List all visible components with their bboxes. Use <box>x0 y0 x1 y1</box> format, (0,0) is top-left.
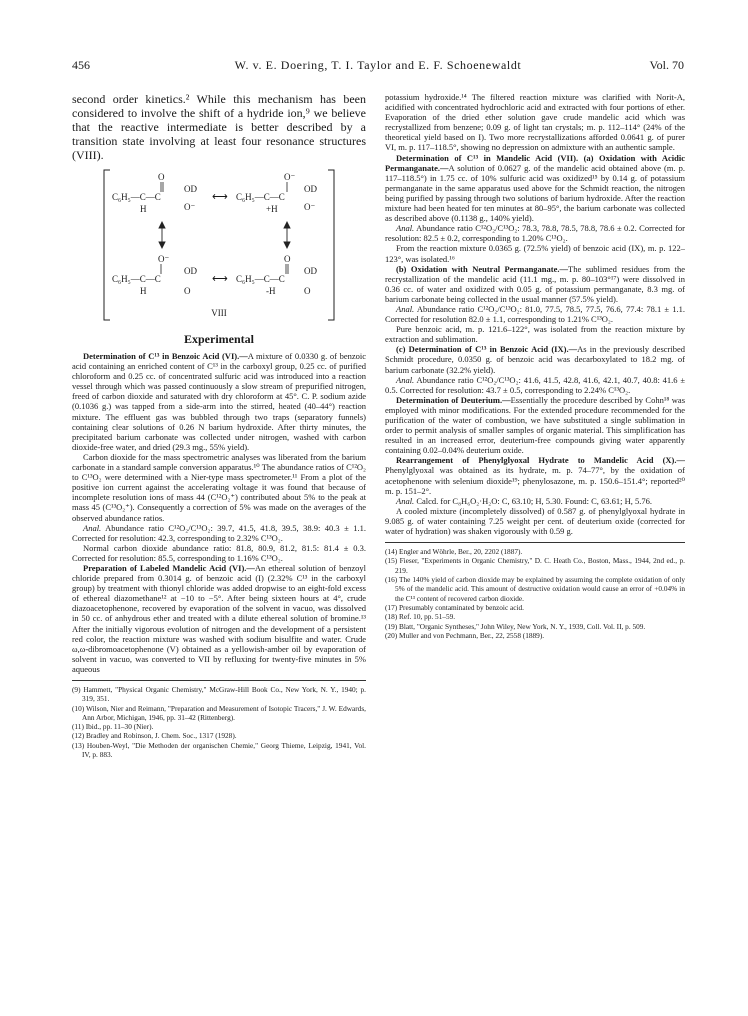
paragraph-text: A mixture of 0.0330 g. of benzoic acid containing an enriched content of C¹³ in the carboxyl group, 0.25 cc. of purified chloroform and 0.25 cc. of concentrated sulfuric acid was introduced into a reaction vessel through which was passed continuously a slow stream of prepurified nitrogen, freed of carbon dioxide and saturated with dry chloroform at 45°. C. P. sodium azide (0.1036 g.) was tapped from a side-arm into the stirred, heated (40–44°) reaction mixture. The effluent gas was bubbled through two traps (separatory funnels) containing clear solutions of 0.26 N barium hydroxide. After thirty minutes, the precipitated barium carbonate was collected under nitrogen, washed with carbon dioxide-free water, and dried (29.3 mg., 55% yield). <box>72 351 366 452</box>
footnote: (20) Muller and von Pechmann, Ber., 22, 2558 (1889). <box>385 630 545 640</box>
body-paragraph <box>385 153 685 224</box>
paragraph-text: An ethereal solution of benzoyl chloride prepared from 0.3014 g. of benzoic acid (I) (2.32% C¹³ in the carboxyl group) by treatment with thionyl chloride was added dropwise to an eight-fold excess of ethereal diazomethane¹² at −10 to −5°. After being sixteen hours at 4°, crude diazoacetophenone, recovered by evaporation of the solvent in vacuo, was dissolved in 50 cc. of anhydrous ether and treated with a dilute ethereal solution of bromine.¹³ After the initially vigorous evolution of nitrogen and the development of a persistent red color, the reaction mixture was washed with sodium bisulfite and water. Crude ω,ω-dibromoacetophenone (V) obtained as a yellowish-amber oil by evaporation of solvent in vacuo, was converted to VII by refluxing for twenty-five minutes in 5% aqueous <box>72 562 366 674</box>
analysis-paragraph <box>385 304 685 324</box>
struct-tr-core: C₆H₅—C—C <box>236 192 285 202</box>
paragraph-text: The sublimed residues from the recrystallization of the mandelic acid (11.1 mg., m. p. 80–103°¹⁷) were dissolved in 0.36 cc. of water and oxidized with 0.05 g. of potassium permanganate, 8.3 mg. of barium carbonate being collected in the usual manner (57.5% yield). <box>385 263 685 304</box>
running-header <box>72 58 684 74</box>
footnote: (17) Presumably contaminated by benzoic acid. <box>385 602 525 612</box>
struct-tr-o: O⁻ <box>284 172 296 182</box>
footnote-rule <box>72 680 366 681</box>
paragraph-text: potassium hydroxide.¹⁴ The filtered reaction mixture was clarified with Norit-A, acidified with concentrated hydrochloric acid and extracted with four portions of ether. Evaporation of the dried ether solution gave crude mandelic acid which was recrystallized from benzene; 0.09 g. of light tan crystals; m. p. 112–114° (24% of the theoretical yield based on I). Two more recrystallizations afforded 0.0641 g. of purer VI, m. p. 117–118.5°, showing no depression on admixture with an authentic sample. <box>385 92 685 153</box>
paragraph-text: Pure benzoic acid, m. p. 121.6–122°, was isolated from the reaction mixture by extraction and sublimation. <box>385 324 685 345</box>
anal-label: Anal. <box>396 495 415 506</box>
left-paragraphs <box>72 351 366 674</box>
body-paragraph <box>385 264 685 304</box>
paragraph-heading: (b) Oxidation with Neutral Permanganate.— <box>396 263 569 274</box>
body-paragraph <box>385 506 685 536</box>
footnote: (19) Blatt, "Organic Syntheses," John Wiley, New York, N. Y., 1939, Coll. Vol. II, p. 509. <box>385 621 646 631</box>
paragraph-text: Carbon dioxide for the mass spectrometric analyses was liberated from the barium carbonate in a standard sample conversion apparatus.¹⁰ The abundance ratios of C¹²O₂ to C¹³O₂ were determined with a Nier-type mass spectrometer.¹¹ From a plot of the positive ion current against the accelerating voltage it was found that because of incomplete resolution ions of mass 44 (C¹²O₂⁺) contributed about 5% to the peak at mass 45 (C¹³O₂⁺). Consequently a correction of 5% was made on the averages of the observed abundance ratios. <box>72 451 366 523</box>
footnote: (18) Ref. 10, pp. 51–59. <box>385 612 456 622</box>
struct-bl-core: C₆H₅—C—C <box>112 274 161 284</box>
paragraph-text: Essentially the procedure described by Cohn¹⁸ was employed with minor modifications. For the extended procedure recommended for the purification of the water of combustion, we have substituted a single sublimation in order to permit analysis of smaller samples of organic material. This simplification has resulted in an increased error, deuterium-free compounds giving water apparently containing 0.02–0.04% deuterium oxide. <box>385 394 685 456</box>
struct-tl-od: OD <box>184 184 197 194</box>
paragraph-text: Abundance ratio C¹²O₂/C¹³O₂: 39.7, 41.5, 41.8, 39.5, 38.9: 40.3 ± 1.1. Corrected for resolution: 42.3, corresponding to 2.32% C¹³O₂. <box>72 522 366 543</box>
struct-tl-h: H <box>140 204 147 214</box>
vertical-resonance-arrows <box>159 222 290 248</box>
paragraph-text: A solution of 0.0627 g. of the mandelic acid obtained above (m. p. 117–118.5°) in 1.75 cc. of 10% sulfuric acid was oxidized¹⁵ by 0.14 g. of potassium permanganate in the same apparatus used above for the Schmidt reaction, the nitrogen being purified by passing through two solutions of barium hydroxide. After the reaction mixture had been heated for ten minutes at 80–95°, the barium carbonate was collected as described above (0.1138 g., 140% yield). <box>385 162 685 224</box>
struct-bl-o: O <box>184 286 191 296</box>
body-paragraph <box>385 395 685 456</box>
struct-br-core: C₆H₅—C—C <box>236 274 285 284</box>
paragraph-heading: Determination of C¹³ in Benzoic Acid (VI).— <box>83 351 248 361</box>
paragraph-text: Phenylglyoxal was obtained as its hydrate, m. p. 74–77°, by the oxidation of acetophenone with selenium dioxide¹⁹; phenylosazone, m. p. 150.6–151.4°; reported²⁰ m. p. 151–2°. <box>385 465 685 496</box>
page-number: 456 <box>72 58 90 72</box>
struct-tl-o: O <box>158 172 165 182</box>
struct-tl-ominus: O⁻ <box>184 202 196 212</box>
paragraph-text: From the reaction mixture 0.0365 g. (72.5% yield) of benzoic acid (IX), m. p. 122–123°, was isolated.¹⁶ <box>385 243 685 264</box>
struct-br-o2: O <box>304 286 311 296</box>
footnote: (15) Fieser, "Experiments in Organic Chemistry," D. C. Heath Co., Boston, Mass., 1944, 2nd ed., p. 219. <box>385 556 685 575</box>
resonance-scheme <box>72 166 366 326</box>
right-paragraphs <box>385 92 685 536</box>
right-footnotes <box>385 547 685 640</box>
paragraph-heading: Rearrangement of Phenylglyoxal Hydrate to Mandelic Acid (X).— <box>396 455 685 466</box>
right-column <box>385 92 685 982</box>
scheme-label: VIII <box>211 308 227 318</box>
footnote-rule <box>385 542 685 543</box>
structure-top-left <box>112 172 197 214</box>
paragraph-heading: Preparation of Labeled Mandelic Acid (VI).— <box>83 562 255 573</box>
struct-br-h: -H <box>266 286 276 296</box>
footnote: (13) Houben-Weyl, "Die Methoden der organischen Chemie," Georg Thieme, Leipzig, 1941, Vol. IV, p. 883. <box>72 740 366 760</box>
struct-bl-ominus: O⁻ <box>158 254 170 264</box>
anal-label: Anal. <box>396 303 415 314</box>
footnote: (11) Ibid., pp. 11–30 (Nier). <box>72 722 154 732</box>
structure-bottom-left <box>112 254 197 296</box>
body-paragraph <box>385 324 685 344</box>
struct-tr-ominus: O⁻ <box>304 202 316 212</box>
structure-bottom-right <box>236 254 317 296</box>
paragraph-heading: Determination of Deuterium.— <box>396 394 511 405</box>
body-paragraph <box>72 452 366 523</box>
resonance-arrow-bottom: ⟷ <box>212 273 228 285</box>
resonance-arrow-top: ⟷ <box>212 191 228 203</box>
anal-label: Anal. <box>83 522 102 533</box>
running-title: W. v. E. Doering, T. I. Taylor and E. F. Schoenewaldt <box>234 58 522 72</box>
footnote: (10) Wilson, Nier and Reimann, "Preparation and Measurement of Isotopic Tracers," J. W. Edwards, Ann Arbor, Michigan, 1946, pp. 31–42 (Rittenberg). <box>72 703 366 722</box>
paragraph-heading: (c) Determination of C¹³ in Benzoic Acid (IX).— <box>396 344 578 355</box>
volume-label: Vol. 70 <box>649 58 684 72</box>
body-paragraph <box>385 344 685 374</box>
left-bracket <box>104 170 110 320</box>
experimental-heading: Experimental <box>184 332 254 346</box>
right-bracket <box>328 170 334 320</box>
body-paragraph <box>72 351 366 452</box>
analysis-paragraph <box>385 375 685 395</box>
paragraph-text: A cooled mixture (incompletely dissolved) of 0.587 g. of phenylglyoxal hydrate in 9.085 g. of water containing 7.25 weight per cent. of deuterium oxide (corrected for water of hydration) was shaken vigorously with 0.59 g. <box>385 505 685 537</box>
analysis-paragraph <box>385 496 685 506</box>
left-column <box>72 92 366 982</box>
struct-tl-core: C₆H₅—C—C <box>112 192 161 202</box>
anal-label: Anal. <box>396 223 415 234</box>
struct-br-o: O <box>284 254 291 264</box>
paragraph-text: Calcd. for C₈H₆O₂·H₂O: C, 63.10; H, 5.30. Found: C, 63.61; H, 5.76. <box>414 495 652 506</box>
intro-paragraph: second order kinetics.² While this mechanism has been considered to involve the shift of a hydride ion,⁹ we believe that the reactive intermediate is better described by a transition state involving at least four resonance structures (VIII). <box>72 92 366 162</box>
struct-br-od: OD <box>304 266 317 276</box>
footnote: (16) The 140% yield of carbon dioxide may be explained by assuming the complete oxidation of only 5% of the mandelic acid. This amount of destructive oxidation would cause an error of +0.04% in the C¹³ content of recovered carbon dioxide. <box>385 575 685 603</box>
body-paragraph <box>385 243 685 263</box>
struct-bl-h: H <box>140 286 147 296</box>
body-paragraph <box>385 455 685 495</box>
paragraph-heading: Determination of C¹³ in Mandelic Acid (VII). (a) Oxidation with Acidic Permanganate.— <box>385 152 685 173</box>
analysis-paragraph <box>72 523 366 543</box>
struct-tr-h: +H <box>266 204 278 214</box>
footnote: (9) Hammett, "Physical Organic Chemistry," McGraw-Hill Book Co., New York, N. Y., 1940; p. 319, 351. <box>72 685 366 704</box>
footnote: (12) Bradley and Robinson, J. Chem. Soc., 1317 (1928). <box>72 731 237 741</box>
body-paragraph <box>72 543 366 563</box>
paragraph-text: Abundance ratio C¹²O₂/C¹³O₂: 41.6, 41.5, 42.8, 41.6, 42.1, 40.7, 40.8: 41.6 ± 0.5. Corrected for resolution: 43.7 ± 0.5, corresponding to 2.24% C¹³O₂. <box>385 374 685 395</box>
paragraph-text: Normal carbon dioxide abundance ratio: 81.8, 80.9, 81.2, 81.5: 81.4 ± 0.3. Corrected for resolution: 85.5, corresponding to 1.16% C¹³O₂. <box>72 542 366 563</box>
struct-bl-od: OD <box>184 266 197 276</box>
footnote: (14) Engler and Wöhrle, Ber., 20, 2202 (1887). <box>385 547 523 557</box>
body-paragraph <box>385 92 685 153</box>
paragraph-text: Abundance ratio C¹²O₂/C¹³O₂: 78.3, 78.8, 78.5, 78.8, 78.6 ± 0.2. Corrected for resolution: 82.5 ± 0.2, corresponding to 1.20% C¹³O₂. <box>385 223 685 244</box>
left-footnotes <box>72 685 366 759</box>
body-paragraph <box>72 563 366 674</box>
paragraph-text: Abundance ratio C¹²O₂/C¹³O₂: 81.0, 77.5, 78.5, 77.5, 76.6, 77.4: 78.1 ± 1.1. Corrected for resolution 82.0 ± 1.1, corresponding to 1.21% C¹³O₂. <box>385 303 685 325</box>
struct-tr-od: OD <box>304 184 317 194</box>
analysis-paragraph <box>385 223 685 243</box>
structure-top-right <box>236 172 317 214</box>
paragraph-text: As in the previously described Schmidt procedure, 0.0350 g. of benzoic acid was decarboxylated to 18.2 mg. of barium carbonate (32.2% yield). <box>385 344 685 375</box>
anal-label: Anal. <box>396 374 415 385</box>
